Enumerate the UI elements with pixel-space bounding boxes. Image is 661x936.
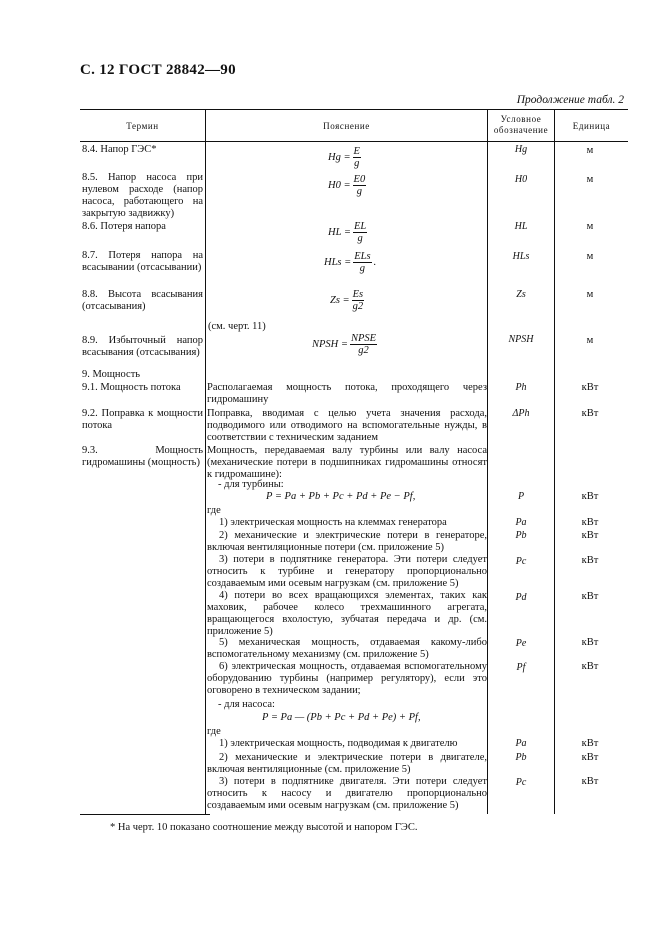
unit-8-4: м [586, 145, 594, 156]
formula-lhs: HL = [328, 226, 351, 238]
unit-9-2: кВт [581, 408, 599, 419]
column-header-symbol: Условное обозначение [493, 114, 549, 135]
formula-denominator: g [356, 186, 362, 197]
pump-item-3-symbol: Pc [515, 777, 527, 788]
formula-lhs: Hg = [328, 151, 351, 163]
table-top-rule [80, 109, 628, 110]
pump-formula: P = Pa — (Pb + Pc + Pd + Pe) + Pf, [262, 712, 421, 723]
symbol-8-7: HLs [512, 251, 530, 262]
turbine-item-2: 2) механические и электрические потери в генераторе, включая вентиляционные потери (см. приложение 5) [207, 530, 487, 553]
explanation-9-1: Располагаемая мощность потока, проходящего через гидромашину [207, 382, 487, 405]
term-8-9: 8.9. Избыточный напор всасывания (отсасывания) [82, 335, 203, 358]
symbol-8-9: NPSH [508, 334, 534, 345]
footnote-rule [80, 814, 210, 815]
turbine-unit: кВт [581, 491, 599, 502]
formula-numerator: E [353, 146, 360, 157]
column-divider [554, 109, 555, 814]
turbine-item-5-unit: кВт [581, 637, 599, 648]
pump-where: где [207, 726, 221, 737]
unit-9-1: кВт [581, 382, 599, 393]
formula-lhs: H0 = [328, 179, 351, 191]
turbine-item-6: 6) электрическая мощность, отдаваемая вспомогательному оборудованию турбины (например регулятору), если это оговорено в техническом задании; [207, 661, 487, 696]
explanation-9-3: Мощность, передаваемая валу турбины или валу насоса (механические потери в подшипниках гидромашины относят к гидромашине): [207, 445, 487, 480]
turbine-item-3-unit: кВт [581, 555, 599, 566]
term-9-3: 9.3. Мощность гидромашины (мощность) [82, 445, 203, 468]
column-divider [205, 109, 206, 814]
symbol-8-6: HL [514, 221, 528, 232]
turbine-item-2-unit: кВт [581, 530, 599, 541]
pump-item-2-symbol: Pb [515, 752, 527, 763]
term-8-7: 8.7. Потеря напора на всасывании (отсасывании) [82, 250, 203, 273]
formula-denominator: g2 [358, 345, 369, 356]
turbine-formula: P = Pa + Pb + Pc + Pd + Pe − Pf, [266, 491, 416, 502]
column-header-explanation: Пояснение [323, 121, 370, 131]
formula-denominator: g [354, 158, 360, 169]
unit-8-6: м [586, 221, 594, 232]
symbol-8-4: Hg [514, 144, 528, 155]
formula-numerator: Es [352, 289, 364, 300]
symbol-8-5: H0 [514, 174, 528, 185]
column-header-term: Термин [126, 121, 159, 131]
turbine-item-2-symbol: Pb [515, 530, 527, 541]
pump-item-2-unit: кВт [581, 752, 599, 763]
term-9: 9. Мощность [82, 369, 141, 380]
turbine-item-3-symbol: Pc [515, 556, 527, 567]
term-8-5: 8.5. Напор насоса при нулевом расходе (напор насоса, работающего на закрытую задвижку) [82, 172, 203, 219]
formula-lhs: Zs = [330, 294, 350, 306]
pump-item-1-unit: кВт [581, 738, 599, 749]
formula-8-9 [312, 333, 379, 356]
turbine-item-1-unit: кВт [581, 517, 599, 528]
turbine-item-4-symbol: Pd [515, 592, 527, 603]
turbine-item-1: 1) электрическая мощность на клеммах генератора [219, 517, 447, 528]
formula-numerator: EL [353, 221, 367, 232]
table-continuation: Продолжение табл. 2 [516, 94, 624, 106]
turbine-item-1-symbol: Pa [515, 517, 527, 528]
formula-8-7 [324, 251, 376, 274]
formula-numerator: ELs [354, 251, 371, 262]
turbine-where: где [207, 505, 221, 516]
column-header-unit: Единица [572, 121, 611, 131]
symbol-8-8: Zs [516, 289, 526, 300]
formula-denominator: g [359, 263, 366, 274]
formula-8-4 [328, 146, 363, 169]
term-8-8: 8.8. Высота всасывания (отсасывания) [82, 289, 203, 312]
note-8-8: (см. черт. 11) [208, 321, 266, 332]
turbine-item-4-unit: кВт [581, 591, 599, 602]
pump-label: - для насоса: [218, 699, 275, 710]
formula-8-6 [328, 221, 369, 244]
term-8-6: 8.6. Потеря напора [82, 221, 166, 232]
pump-item-1: 1) электрическая мощность, подводимая к двигателю [219, 738, 458, 749]
pump-item-1-symbol: Pa [515, 738, 527, 749]
formula-8-5 [328, 174, 368, 197]
unit-8-9: м [586, 335, 594, 346]
turbine-item-4: 4) потери во всех вращающихся элементах, таких как маховик, рабочее колесо трехмашинного агрегата, вращающегося вхолостую, зубчатая передача и др. (см. приложение 5) [207, 590, 487, 637]
formula-tail: . [373, 256, 377, 268]
column-divider [487, 109, 488, 814]
symbol-9-1: Ph [515, 382, 527, 393]
term-8-4: 8.4. Напор ГЭС* [82, 144, 157, 155]
formula-lhs: NPSH = [312, 338, 348, 350]
formula-numerator: NPSE [350, 333, 377, 344]
unit-8-5: м [586, 174, 594, 185]
turbine-symbol: P [517, 491, 525, 502]
formula-8-8 [330, 289, 366, 312]
formula-numerator: E0 [353, 174, 366, 185]
page-header: С. 12 ГОСТ 28842—90 [80, 62, 236, 78]
pump-item-2: 2) механические и электрические потери в двигателе, включая вентиляционные (см. приложение 5) [207, 752, 487, 775]
pump-item-3-unit: кВт [581, 776, 599, 787]
turbine-item-6-unit: кВт [581, 661, 599, 672]
unit-8-7: м [586, 251, 594, 262]
turbine-item-5: 5) механическая мощность, отдаваемая какому-либо вспомогательному механизму (см. приложение 5) [207, 637, 487, 660]
formula-denominator: g2 [352, 301, 364, 312]
term-9-1: 9.1. Мощность потока [82, 382, 181, 393]
pump-item-3: 3) потери в подпятнике двигателя. Эти потери следует относить к насосу и двигателю пропорционально создаваемым ими осевым нагрузкам (см. приложение 5) [207, 776, 487, 811]
formula-denominator: g [357, 233, 363, 244]
symbol-9-2: ΔPh [512, 408, 530, 419]
term-9-2: 9.2. Поправка к мощности потока [82, 408, 203, 431]
table-header-rule [80, 141, 628, 142]
turbine-item-3: 3) потери в подпятнике генератора. Эти потери следует относить к турбине и генератору пропорционально создаваемым ими осевым нагрузкам (см. приложение 5) [207, 554, 487, 589]
unit-8-8: м [586, 289, 594, 300]
formula-lhs: HLs = [324, 256, 352, 268]
explanation-9-2: Поправка, вводимая с целью учета значения расхода, подводимого или отводимого на вспомогательные нужды, в соответствии с техническим заданием [207, 408, 487, 443]
turbine-label: - для турбины: [218, 479, 284, 490]
footnote: * На черт. 10 показано соотношение между высотой и напором ГЭС. [110, 822, 418, 833]
turbine-item-6-symbol: Pf [516, 662, 526, 673]
turbine-item-5-symbol: Pe [515, 638, 527, 649]
